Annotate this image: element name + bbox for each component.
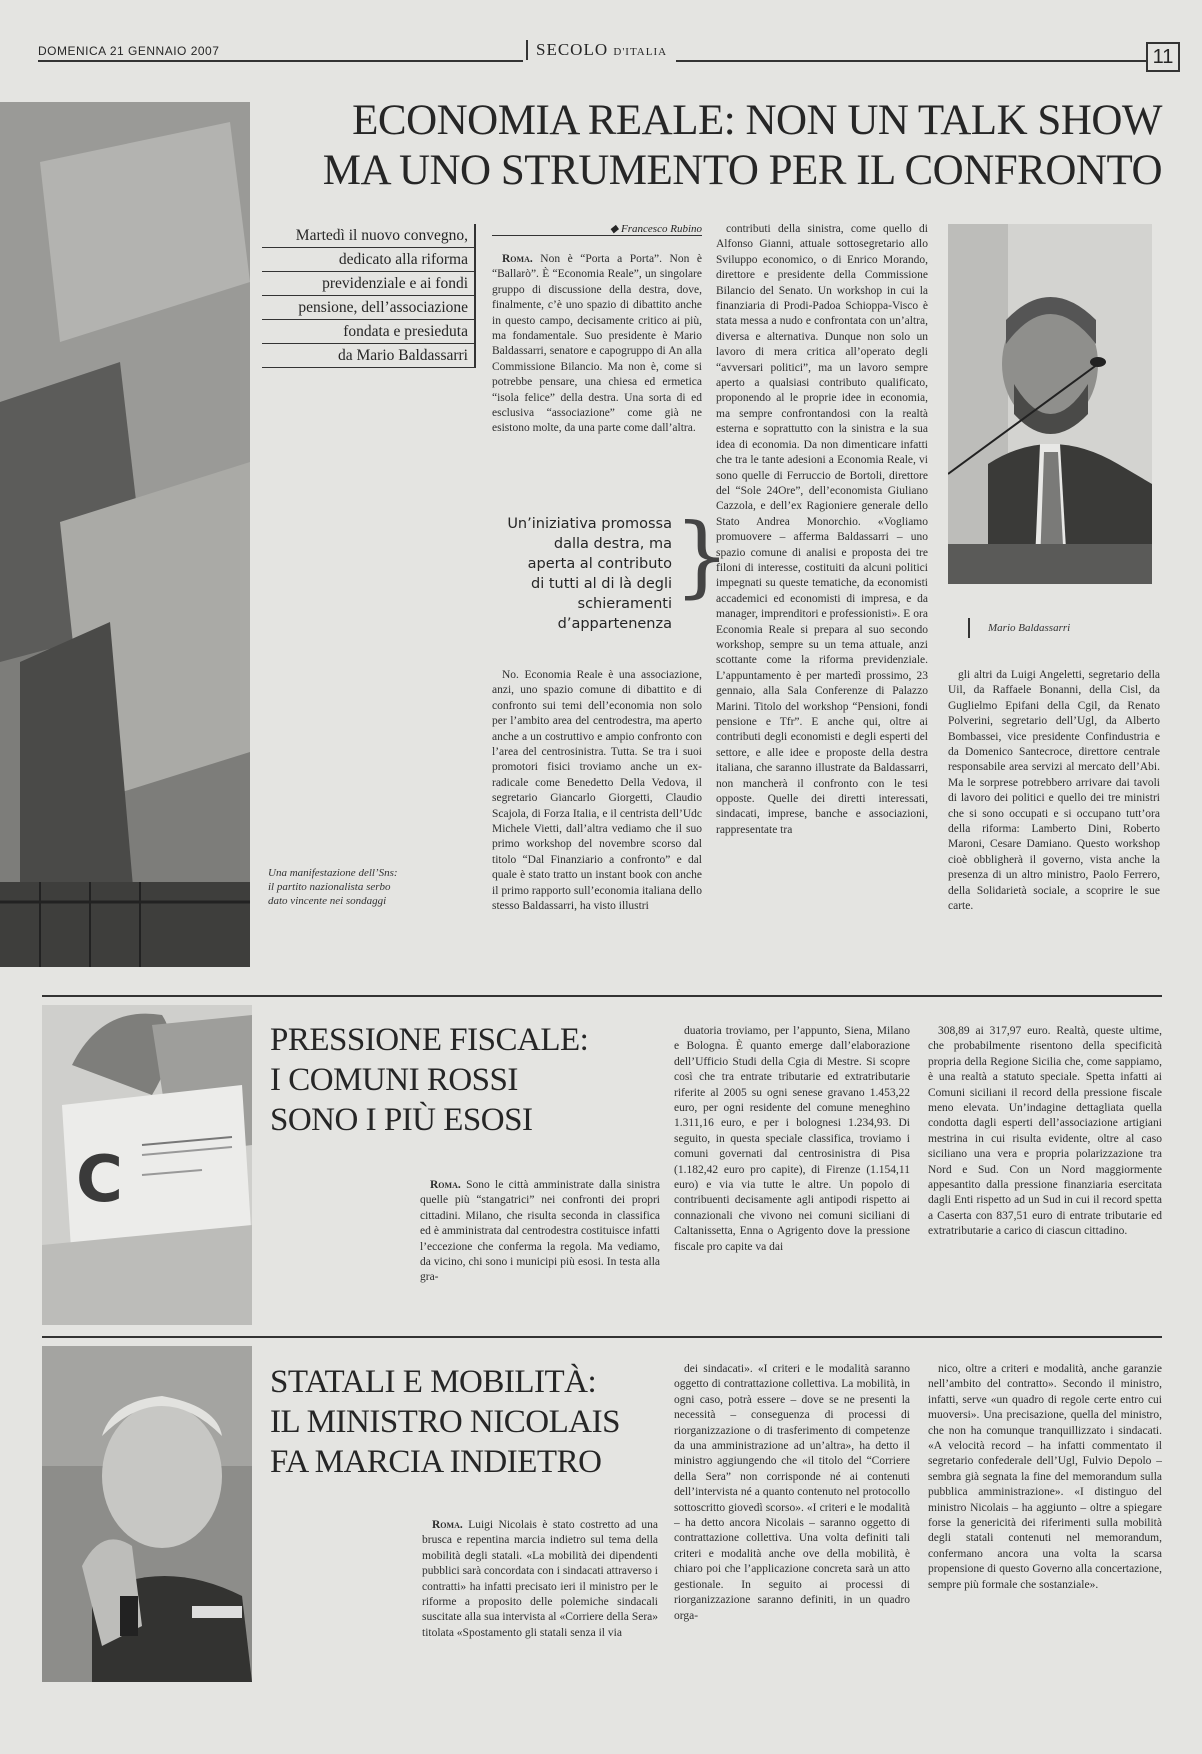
article2-headline xyxy=(270,1020,630,1140)
section-divider xyxy=(42,1336,1162,1338)
headline-line: FA MARCIA INDIETRO xyxy=(270,1444,602,1480)
article3-column-3 xyxy=(928,1362,1162,1682)
baldassarri-photo xyxy=(948,224,1152,584)
deck-line: Martedì il nuovo convegno, xyxy=(262,224,476,248)
deck-line: pensione, dell’associazione xyxy=(262,296,476,320)
pull-quote-line: di tutti al di là degli xyxy=(531,576,672,592)
dateline: Roma. xyxy=(430,1179,461,1191)
article1-column-1b xyxy=(492,668,702,968)
body-text: Luigi Nicolais è stato costretto ad una brusca e repentina marcia indietro sul tema della mobilità degli statali. «La mobilità dei dipendenti pubblici sarà concordata con i sindacati attraverso i contratti» ha infatti precisato ieri il ministro per le riforme a proposito delle polemiche sindacali suscitate alla sua intervista al «Corriere della Sera» titolata «Spostamento gli statali senza il via xyxy=(422,1519,658,1639)
body-text: 308,89 ai 317,97 euro. Realtà, queste ultime, che probabilmente risentono della specificità propria della Regione Sicilia che, come sappiamo, è una realtà a statuto speciale. Spetta infatti ai Comuni siciliani il record della pressione fiscale meno elevata. Un’indagine dettagliata quella condotta dagli esperti dell’associazione artigiani mestrina in cui risulta evidente, oltre al caso siciliano una vera e propria polarizzazione tra Nord e Sud. Con un Nord maggiormente appesantito dalla pressione finanziaria esercitata dagli Enti rispetto ad un Sud in cui il record spetta a Caserta con 837,51 euro di entrate tributarie ed extratributarie a carico di ciascun cittadino. xyxy=(928,1025,1162,1238)
article1-column-1 xyxy=(492,252,702,502)
article3-column-2 xyxy=(674,1362,910,1682)
photo-caption: Una manifestazione dell’Sns: il partito nazionalista serbo dato vincente nei sondaggi xyxy=(268,867,398,907)
section-divider xyxy=(42,995,1162,997)
headline-line: SONO I PIÙ ESOSI xyxy=(270,1102,533,1138)
issue-date: DOMENICA 21 GENNAIO 2007 xyxy=(38,44,220,58)
masthead xyxy=(38,40,1174,74)
headline-line: IL MINISTRO NICOLAIS xyxy=(270,1404,620,1440)
tax-document-image xyxy=(42,1005,252,1325)
deck-line: dedicato alla riforma xyxy=(262,248,476,272)
deck-line: fondata e presieduta xyxy=(262,320,476,344)
photo-caption: Mario Baldassarri xyxy=(988,622,1071,634)
nicolais-photo xyxy=(42,1346,252,1682)
masthead-rule xyxy=(38,60,523,62)
baldassarri-portrait xyxy=(948,224,1152,584)
body-text: gli altri da Luigi Angeletti, segretario della Uil, da Raffaele Bonanni, della Cisl, da Guglielmo Epifani della Cgil, da Renato Polverini, segretario dell’Ugl, da Alberto Bombassei, vice presidente Confindustria e da Domenico Santecroce, direttore centrale responsabile area servizi al mercato dell’Abi. Ma le sorprese potrebbero arrivare dai tavoli di lavoro dei politici e quello dei tre ministri che si sono occupati e si occupano tutt’ora della riforma: Lamberto Dini, Roberto Maroni, Cesare Damiano. Questo workshop cioè obbligherà il governo, vista anche la presenza di un altro ministro, Paolo Ferrero, della Solidarietà sociale, a scoprire le sue carte. xyxy=(948,669,1160,913)
body-text: Sono le città amministrate dalla sinistra quelle più “stangatrici” nei confronti dei propri cittadini. Milano, che risulta seconda in classifica ed è amministrata dal centrodestra costituisce infatti l’eccezione che conferma la regola. Ma vediamo, da vicino, chi sono i municipi più esosi. In testa alla gra- xyxy=(420,1179,660,1284)
body-text: No. Economia Reale è una associazione, anzi, uno spazio comune di dibattito e di confronto sui temi dell’economia non solo per l’ambito area del centrodestra, ma aperto anche a un costruttivo e ampio confronto con l’area del centrosinistra. Tutta. Se tra i suoi promotori fisici troviamo anche un ex-radicale come Benedetto Della Vedova, il segretario Giancarlo Giorgetti, Claudio Scajola, di Forza Italia, e il centrista dell’Udc Michele Vietti, dall’altra vediamo che il suo primo workshop del novembre scorso dal titolo “Dal Finanziario a confronto” e dal quale è stato tratto un instant book con anche il primo rapporto sull’economia italiana dello stesso Baldassarri, ha visto illustri xyxy=(492,669,702,913)
body-text: dei sindacati». «I criteri e le modalità saranno oggetto di contrattazione collettiva. La mobilità, in ogni caso, potrà essere – dove se ne presenti la necessità – conseguenza di processi di riorganizzazione o di trasferimento di competenze da una amministrazione ad un’altra», ha detto il ministro aggiungendo che «il titolo del “Corriere della Sera” non corrisponde né ai contenuti dell’intervista né a quanto contenuto nel protocollo sottoscritto giovedì scorso». «I criteri e le modalità – ha detto ancora Nicolais – saranno oggetto di contrattazione collettiva. Una volta definiti tali criteri e modalità anche ove della mobilità, è chiaro poi che l’applicazione concreta sarà un atto gestionale. In seguito ai processi di riorganizzazione saranno definiti, in un quadro orga- xyxy=(674,1363,910,1622)
demonstration-photo-image xyxy=(0,102,250,967)
newspaper-name xyxy=(526,40,667,60)
author-name: Francesco Rubino xyxy=(621,223,702,235)
pull-quote-line: schieramenti xyxy=(577,596,672,612)
dateline: Roma. xyxy=(502,253,533,265)
brace-icon: } xyxy=(674,504,730,607)
deck-line: da Mario Baldassarri xyxy=(262,344,476,368)
pull-quote-line: dalla destra, ma xyxy=(553,536,672,552)
pull-quote-line: Un’iniziativa promossa xyxy=(507,516,672,532)
article1-headline xyxy=(262,96,1162,196)
body-text: Non è “Porta a Porta”. Non è “Ballarò”. È “Economia Reale”, un singolare gruppo di discussione della destra, dove, finalmente, c’è uno spazio di dibattito anche in questo campo, decisamente critico ai più, ma fondamentale. Suo presidente è Mario Baldassarri, senatore e capogruppo di An alla Commissione Bilancio. Ma non è, come si potrebbe pensare, una chiesa ed ermetica “isola felice” della destra. Una sorta di ed esclusiva “associazione” come già ne esistono molte, da una parte come dall’altra. xyxy=(492,253,702,435)
caption-rule xyxy=(968,618,970,638)
article3-headline xyxy=(270,1362,670,1482)
headline-line: I COMUNI ROSSI xyxy=(270,1062,518,1098)
masthead-rule xyxy=(676,60,1148,62)
article2-column-3 xyxy=(928,1024,1162,1320)
newspaper-name-suffix: D'ITALIA xyxy=(613,46,668,58)
body-text: duatoria troviamo, per l’appunto, Siena, Milano e Bologna. È quanto emerge dall’elaborazione dell’Ufficio Studi della Cgia di Mestre. Si scopre così che tra entrate tributarie ed extratributarie riferite al 2005 su ogni senese gravano 1.453,22 euro, per ogni residente del comune meneghino 1.311,16 euro, e per i bolognesi 1.234,93. Di seguito, in questa speciale classifica, troviamo i comuni governati dal centrosinistra di Pisa (1.182,42 euro pro capite), di Firenze (1.154,11 euro) e via via tutte le altre. Un popolo di contribuenti decisamente agli antipodi rispetto ai connazionali che vivono nei comuni siciliani di Caltanissetta, Enna o Agrigento dove la pressione fiscale pro capite va dai xyxy=(674,1025,910,1253)
article2-column-1 xyxy=(420,1178,660,1318)
svg-text:C: C xyxy=(76,1143,123,1217)
article3-column-1 xyxy=(422,1518,658,1682)
headline-line: STATALI E MOBILITÀ: xyxy=(270,1364,597,1400)
body-text: nico, oltre a criteri e modalità, anche garanzie nell’ambito del contratto». Secondo il ministro, infatti, serve «un quadro di regole certe entro cui muoversi». Una precisazione, quella del ministro, che non ha comunque tranquillizzato i sindacati. «A velocità record – ha infatti commentato il segretario confederale dell’Ugl, Fulvio Depolo – sembra già segnata la fine del memorandum sulla pubblica amministrazione». «I distinguo del ministro Nicolais – ha aggiunto – oltre a spiegare forse la genericità dei riferimenti sulla mobilità degli statali contenuti nel memorandum, confermano ancora una volta la scarsa propensione di questo Governo alla concertazione, sempre più formale che sostanziale». xyxy=(928,1363,1162,1591)
article1-column-2 xyxy=(716,222,928,968)
byline xyxy=(492,222,702,236)
pull-quote-line: d’appartenenza xyxy=(557,616,672,632)
headline-line: PRESSIONE FISCALE: xyxy=(270,1022,589,1058)
tax-document-photo xyxy=(42,1005,252,1325)
body-text: contributi della sinistra, come quello di Alfonso Gianni, attuale sottosegretario allo Sviluppo economico, o di Enrico Morando, direttore e presidente della Commissione Bilancio del Senato. Un workshop in cui la finanziaria di Prodi-Padoa Schioppa-Visco è stata messa a nudo e confrontata con un’altra, diversa e alternativa. Dunque non solo un lavoro di mera critica all’operato degli “avversari politici”, ma un lavoro sempre aperto a qualsiasi contributo qualificato, proponendo al le proprie idee in economia, ma sempre confrontandosi con la realtà esterna e soprattutto con la sinistra e la sua idea di economia. Da non dimenticare infatti che tra le tante adesioni a Economia Reale, vi sono quelle di Ferruccio de Bortoli, direttore del “Sole 24Ore”, dell’economista Giuliano Cazzola, e dell’ex Ragioniere generale dello Stato Andrea Monorchio. «Vogliamo promuovere – afferma Baldassarri – uno spazio comune di analisi e proposta dei tre filoni di interesse, costituiti da alcuni politici impegnati su queste tematiche, da economisti accademici ed economisti di impresa, e da manager, imprenditori e professionisti». E ora Economia Reale si prepara al suo secondo workshop, sempre su un tema attuale, anzi scottante come la riforma previdenziale. L’appuntamento è per martedì prossimo, 23 gennaio, alla Sala Conferenze di Palazzo Marini. Titolo del workshop “Pensioni, fondi pensione e Tfr”. E anche qui, oltre ai contributi degli economisti e degli esperti del settore, e alle idee e proposte della destra italiana, che saranno illustrate da Baldassarri, non mancherà il confronto con le tesi opposte. Quelle dei diretti interessati, sindacati, imprese, banche e associazioni, rappresentate tra xyxy=(716,223,928,836)
headline-line: ECONOMIA REALE: NON UN TALK SHOW xyxy=(352,97,1162,144)
nicolais-portrait xyxy=(42,1346,252,1682)
newspaper-name-main: SECOLO xyxy=(536,40,609,59)
article1-column-3 xyxy=(948,668,1160,968)
page-number: 11 xyxy=(1146,42,1180,72)
headline-line: MA UNO STRUMENTO PER IL CONFRONTO xyxy=(322,147,1162,194)
dateline: Roma. xyxy=(432,1519,463,1531)
diamond-icon: ◆ xyxy=(609,223,619,235)
pull-quote-line: aperta al contributo xyxy=(527,556,672,572)
article1-deck xyxy=(262,224,476,368)
deck-line: previdenziale e ai fondi xyxy=(262,272,476,296)
article2-column-2 xyxy=(674,1024,910,1320)
demonstration-photo xyxy=(0,102,250,967)
pull-quote xyxy=(500,514,672,634)
